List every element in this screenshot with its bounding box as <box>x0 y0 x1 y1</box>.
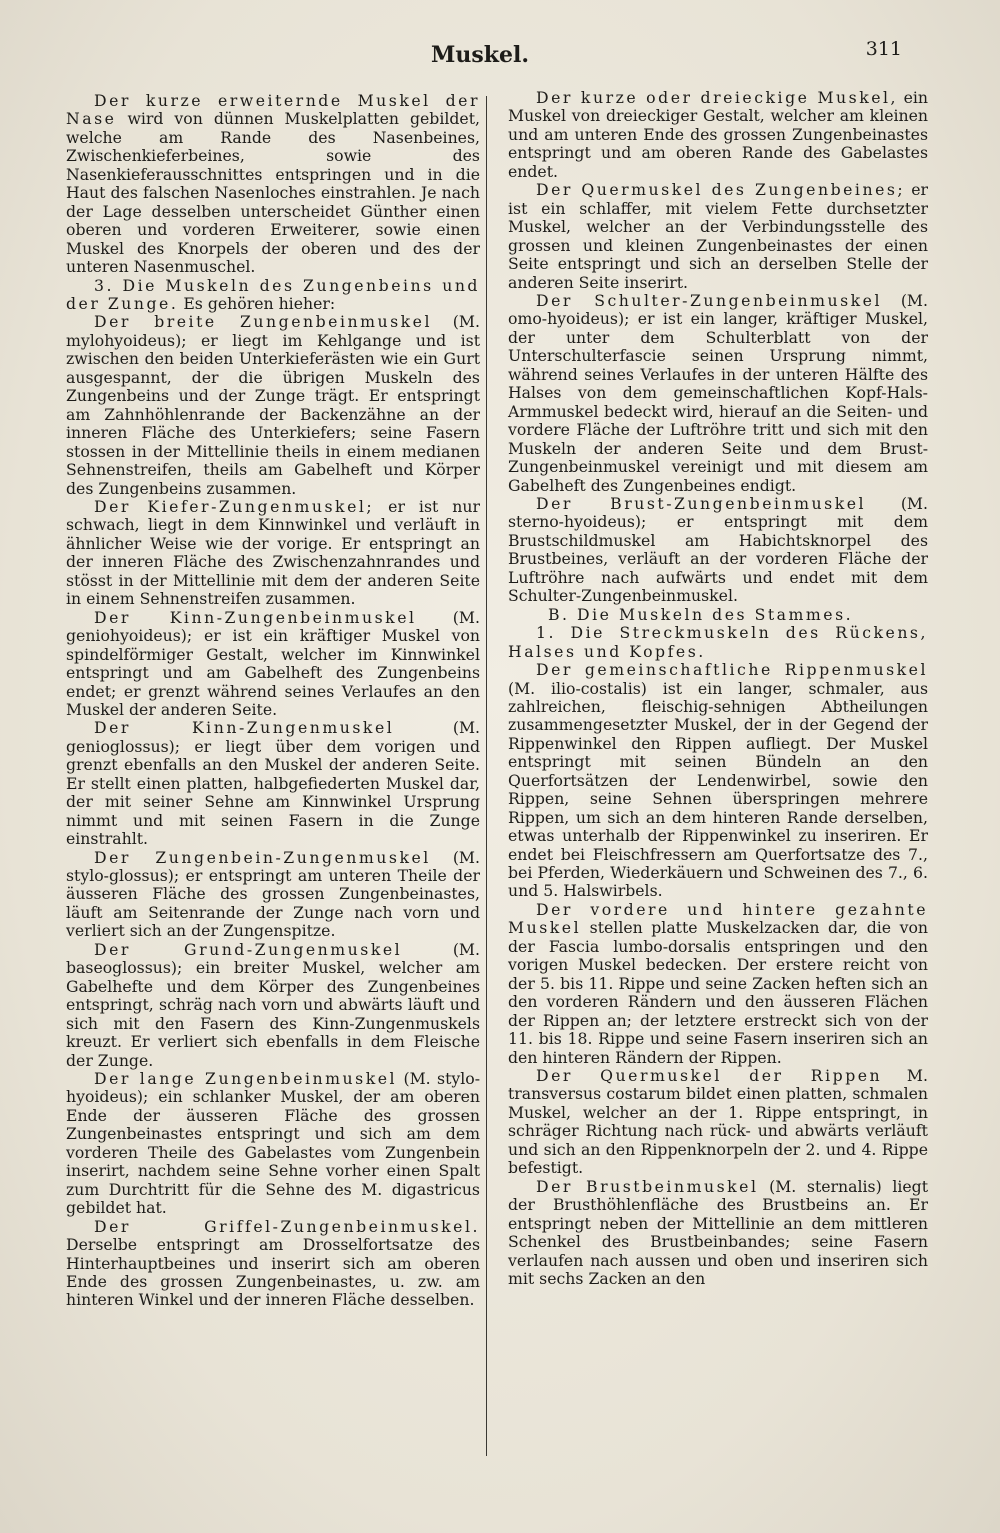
paragraph-text: er ist nur schwach, liegt in dem Kinnwinkel und verläuft in ähnlicher Weise wie der vorige. Er entspringt an der inneren Fläche des Zwischenzahnrandes und stösst in der Mittellinie mit dem der anderen Seite in einem Sehnenstreifen zusammen. <box>66 496 480 609</box>
paragraph-text: (M. omo-hyoideus); er ist ein langer, kräftiger Muskel, der unter dem Schulterblatt von der Unterschulterfascie seinen Ursprung nimmt, während seines Verlaufes in der unteren Hälfte des Halses von dem gemeinschaftlichen Kopf-Hals-Armmuskel bedeckt wird, hierauf an die Seiten- und vordere Fläche der Luftröhre tritt und sich mit den Muskeln der anderen Seite und dem Brust-Zungenbeinmuskel vereinigt und mit diesem am Gabelheft des Zungenbeines endigt. <box>508 290 928 495</box>
spaced-term: Der Kinn-Zungenbeinmuskel <box>94 607 417 627</box>
spaced-term: Der Brustbeinmuskel <box>536 1176 759 1196</box>
spaced-term: Der Quermuskel des Zungenbeines; <box>536 180 906 200</box>
paragraph <box>508 495 928 606</box>
column-divider <box>486 96 487 1456</box>
spaced-term: Der breite Zungenbeinmuskel <box>94 312 433 332</box>
paragraph <box>508 1067 928 1178</box>
section-heading-text: B. Die Muskeln des Stammes. <box>548 604 854 624</box>
spaced-term: Der Brust-Zungenbeinmuskel <box>536 493 867 513</box>
paragraph <box>66 92 480 277</box>
spaced-term: Der gemeinschaftliche Rippenmuskel <box>536 660 928 680</box>
paragraph-text: (M. sternalis) liegt der Brusthöhlenfläche des Brustbeins an. Er entspringt neben der Mittellinie an dem mittleren Schenkel des Brustbeinbandes; seine Fasern verlaufen nach aussen und oben und inseriren sich mit sechs Zacken an den <box>508 1176 928 1288</box>
spaced-term: Der Griffel-Zungenbeinmuskel. <box>94 1216 480 1236</box>
paragraph <box>66 849 480 941</box>
paragraph <box>66 313 480 498</box>
paragraph-text: (M. stylo-glossus); er entspringt am unteren Theile der äusseren Fläche des grossen Zungenbeinastes, läuft am Seitenrande der Zunge nach vorn und verliert sich an der Zungenspitze. <box>66 847 480 941</box>
spaced-term: Der kurze erweiternde Muskel der Nase <box>66 91 480 129</box>
right-column <box>508 89 928 1288</box>
spaced-term: 3. Die Muskeln des Zungenbeins und der Zunge. <box>66 275 480 313</box>
paragraph <box>66 719 480 848</box>
spaced-term: Der Grund-Zungenmuskel <box>94 939 403 959</box>
paragraph-text: (M. baseoglossus); ein breiter Muskel, welcher am Gabelhefte und dem Körper des Zungenbeines entspringt, schräg nach vorn und abwärts läuft und sich mit den Fasern des Kinn-Zungenmuskels kreuzt. Er verliert sich ebenfalls in dem Fleische der Zunge. <box>66 939 480 1070</box>
paragraph-text: stellen platte Muskelzacken dar, die von der Fascia lumbo-dorsalis entspringen und den vorigen Muskel bedecken. Der erstere reicht von der 5. bis 11. Rippe und seine Zacken heften sich an den vorderen Rändern und den äusseren Flächen der Rippen an; der letztere erstreckt sich von der 11. bis 18. Rippe und seine Fasern inseriren sich an den hinteren Rändern der Rippen. <box>508 918 928 1067</box>
paragraph-text: (M. stylo-hyoideus); ein schlanker Muskel, der am oberen Ende der äusseren Fläche des grossen Zungenbeinastes entspringt und sich am dem vorderen Theile des Gabelastes vom Zungenbein inserirt, nachdem seine Sehne vorher einen Spalt zum Durchtritt für die Sehne des M. digastricus gebildet hat. <box>66 1069 481 1218</box>
paragraph-text: (M. ilio-costalis) ist ein langer, schmaler, aus zahlreichen, fleischig-sehnigen Abtheilungen zusammengesetzter Muskel, der in der Gegend der Rippenwinkel den Rippen aufliegt. Der Muskel entspringt mit seinen Bündeln an den Querfortsätzen der Lendenwirbel, sowie den Rippen, seine Sehnen überspringen mehrere Rippen, um sich an dem hinteren Rande derselben, etwas unterhalb der Rippenwinkel zu inseriren. Er endet bei Fleischfressern am Querfortsatze des 7., bei Pferden, Wiederkäuern und Schweinen des 7., 6. und 5. Halswirbels. <box>508 678 928 901</box>
paragraph <box>508 181 928 292</box>
page-number: 311 <box>865 38 902 60</box>
left-column <box>66 92 480 1310</box>
running-head <box>0 38 1000 72</box>
paragraph-text: wird von dünnen Muskelplatten gebildet, welche am Rande des Nasenbeines, Zwischenkieferbeines, sowie des Nasenkieferausschnittes entspringen und in die Haut des falschen Nasenloches einstrahlen. Je nach der Lage desselben unterscheidet Günther einen oberen und vorderen Erweiterer, sowie einen Muskel des Knorpels der oberen und des der unteren Nasenmuschel. <box>66 109 480 277</box>
paragraph <box>508 292 928 495</box>
spaced-term: Der Zungenbein-Zungenmuskel <box>94 847 431 867</box>
paragraph-text: Derselbe entspringt am Drosselfortsatze des Hinterhauptbeines und inserirt sich am oberen Ende des grossen Zungenbeinastes, u. zw. am hinteren Winkel und der inneren Fläche desselben. <box>66 1235 480 1310</box>
spaced-term: Der vordere und hintere gezahnte Muskel <box>508 899 928 938</box>
paragraph <box>508 661 928 901</box>
paragraph-text: er ist ein schlaffer, mit vielem Fette durchsetzter Muskel, welcher an der Verbindungsstelle des grossen und kleinen Zungenbeinastes der einen Seite entspringt und sich an derselben Stelle der anderen Seite inserirt. <box>508 180 928 292</box>
paragraph <box>66 1070 480 1218</box>
paragraph-text: ein Muskel von dreieckiger Gestalt, welcher am kleinen und am unteren Ende des grossen Zungenbeinastes entspringt und am oberen Rande des Gabelastes endet. <box>508 88 928 181</box>
subsection-heading <box>508 624 928 661</box>
paragraph <box>66 1218 480 1310</box>
paragraph <box>508 901 928 1067</box>
spaced-term: 1. Die Streckmuskeln des Rückens, Halses und Kopfes. <box>508 623 928 661</box>
spaced-term: Der kurze oder dreieckige Muskel, <box>536 88 899 107</box>
paragraph-text: (M. mylohyoideus); er liegt im Kehlgange und ist zwischen den beiden Unterkieferästen wie ein Gurt ausgespannt, der die übrigen Muskeln des Zungenbeins und der Zunge trägt. Er entspringt am Zahnhöhlenrande der Backenzähne an der inneren Fläche des Unterkiefers; seine Fasern stossen in der Mittellinie theils in einem medianen Sehnenstreifen, theils am Gabelheft und Körper des Zungenbeins zusammen. <box>66 312 480 498</box>
spaced-term: Der Kiefer-Zungenmuskel; <box>94 496 375 516</box>
paragraph <box>66 941 480 1070</box>
paragraph-text: (M. geniohyoideus); er ist ein kräftiger Muskel von spindelförmiger Gestalt, welcher im Kinnwinkel entspringt und am Gabelheft des Zungenbeins endet; er grenzt während seines Verlaufes an den Muskel der anderen Seite. <box>66 607 480 719</box>
spaced-term: Der Quermuskel der Rippen <box>536 1066 883 1086</box>
spaced-term: Der Schulter-Zungenbeinmuskel <box>536 290 882 310</box>
page-title: Muskel. <box>431 42 529 68</box>
paragraph <box>508 1178 928 1289</box>
paragraph-text: (M. genioglossus); er liegt über dem vorigen und grenzt ebenfalls an den Muskel der anderen Seite. Er stellt einen platten, halbgefiederten Muskel dar, der mit seiner Sehne am Kinnwinkel Ursprung nimmt und mit seinen Fasern in die Zunge einstrahlt. <box>66 718 480 849</box>
paragraph-text: Es gehören hieher: <box>178 293 336 313</box>
paragraph <box>508 89 928 181</box>
spaced-term: Der Kinn-Zungenmuskel <box>94 718 395 738</box>
section-heading <box>508 606 928 624</box>
paragraph-text: (M. sterno-hyoideus); er entspringt mit dem Brustschildmuskel am Habichtsknorpel des Brustbeines, verläuft an der vorderen Fläche der Luftröhre nach aufwärts und endet mit dem Schulter-Zungenbeinmuskel. <box>508 493 928 606</box>
paragraph <box>66 609 480 720</box>
paragraph-text: M. transversus costarum bildet einen platten, schmalen Muskel, welcher an der 1. Rippe entspringt, in schräger Richtung nach rück- und abwärts verläuft und sich an den Rippenknorpeln der 2. und 4. Rippe befestigt. <box>508 1066 928 1178</box>
paragraph <box>66 277 480 314</box>
paragraph <box>66 498 480 609</box>
spaced-term: Der lange Zungenbeinmuskel <box>94 1069 398 1089</box>
